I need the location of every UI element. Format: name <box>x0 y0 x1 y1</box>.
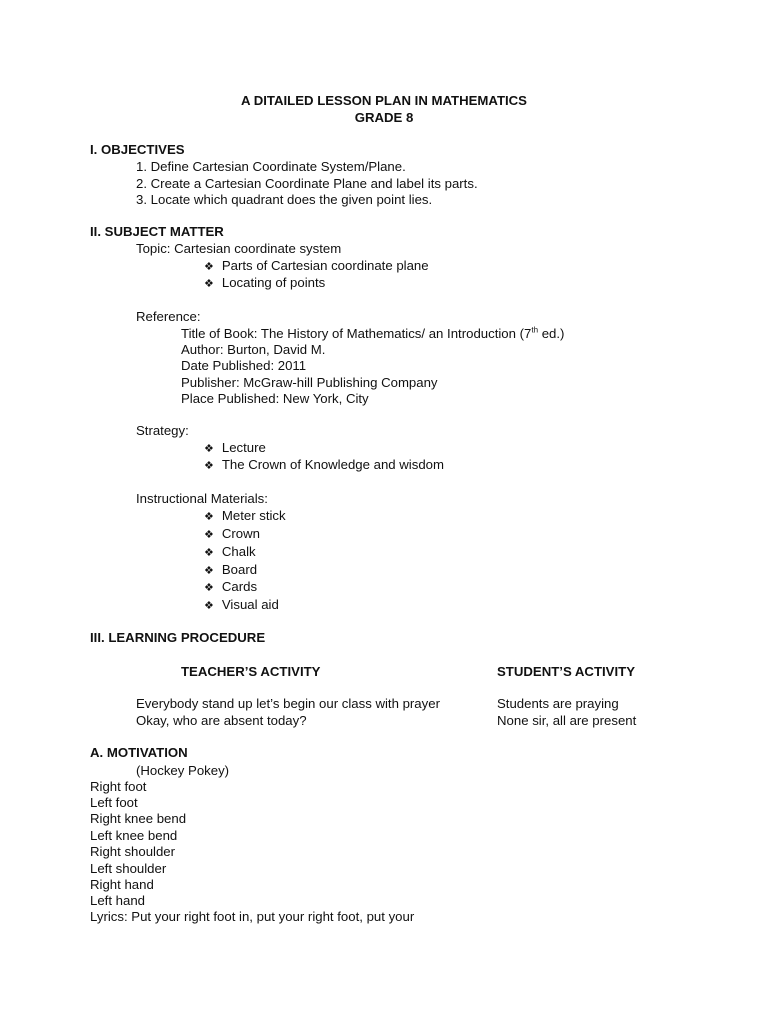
diamond-bullet-icon: ❖ <box>204 261 214 273</box>
reference-place: Place Published: New York, City <box>181 391 369 406</box>
diamond-bullet-icon: ❖ <box>204 565 214 577</box>
materials-bullet-item: ❖ Meter stick <box>204 508 286 523</box>
diamond-bullet-icon: ❖ <box>204 582 214 594</box>
diamond-bullet-icon: ❖ <box>204 460 214 472</box>
teacher-activity-header: TEACHER’S ACTIVITY <box>181 664 321 679</box>
reference-title: Title of Book: The History of Mathematics/ an Introduction (7th ed.) <box>181 325 565 341</box>
topic-bullet-item: ❖ Locating of points <box>204 275 326 290</box>
student-activity-line: Students are praying <box>497 696 619 711</box>
motivation-line: Right foot <box>90 779 147 794</box>
materials-bullet-item: ❖ Visual aid <box>204 597 279 612</box>
topic-bullet-item: ❖ Parts of Cartesian coordinate plane <box>204 258 429 273</box>
motivation-line: Left foot <box>90 795 138 810</box>
motivation-line: Right hand <box>90 877 154 892</box>
diamond-bullet-icon: ❖ <box>204 278 214 290</box>
materials-bullet-item: ❖ Cards <box>204 579 258 594</box>
teacher-activity-line: Okay, who are absent today? <box>136 713 307 728</box>
motivation-line: Left knee bend <box>90 828 178 843</box>
motivation-line: Right shoulder <box>90 844 176 859</box>
reference-date: Date Published: 2011 <box>181 358 307 373</box>
diamond-bullet-icon: ❖ <box>204 511 214 523</box>
diamond-bullet-icon: ❖ <box>204 443 214 455</box>
student-activity-line: None sir, all are present <box>497 713 637 728</box>
materials-bullet-item: ❖ Chalk <box>204 544 256 559</box>
materials-bullet-item: ❖ Crown <box>204 526 260 541</box>
reference-author: Author: Burton, David M. <box>181 342 326 357</box>
diamond-bullet-icon: ❖ <box>204 547 214 559</box>
lyrics-line: Lyrics: Put your right foot in, put your right foot, put your <box>90 909 415 924</box>
reference-label: Reference: <box>136 309 201 324</box>
strategy-bullet-item: ❖ Lecture <box>204 440 266 455</box>
diamond-bullet-icon: ❖ <box>204 529 214 541</box>
objectives-heading: I. OBJECTIVES <box>90 142 185 157</box>
materials-bullet-item: ❖ Board <box>204 562 258 577</box>
materials-label: Instructional Materials: <box>136 491 268 506</box>
song-title: (Hockey Pokey) <box>136 763 230 778</box>
document-subtitle: GRADE 8 <box>354 110 414 125</box>
motivation-line: Left shoulder <box>90 861 167 876</box>
diamond-bullet-icon: ❖ <box>204 600 214 612</box>
topic-line: Topic: Cartesian coordinate system <box>136 241 342 256</box>
motivation-line: Right knee bend <box>90 811 187 826</box>
strategy-label: Strategy: <box>136 423 189 438</box>
motivation-line: Left hand <box>90 893 145 908</box>
motivation-heading: A. MOTIVATION <box>90 745 188 760</box>
document-title: A DITAILED LESSON PLAN IN MATHEMATICS <box>241 93 527 108</box>
strategy-bullet-item: ❖ The Crown of Knowledge and wisdom <box>204 457 444 472</box>
reference-publisher: Publisher: McGraw-hill Publishing Company <box>181 375 438 390</box>
teacher-activity-line: Everybody stand up let’s begin our class with prayer <box>136 696 440 711</box>
objective-item: 2. Create a Cartesian Coordinate Plane and label its parts. <box>136 176 478 191</box>
objective-item: 1. Define Cartesian Coordinate System/Plane. <box>136 159 406 174</box>
procedure-heading: III. LEARNING PROCEDURE <box>90 630 266 645</box>
subject-matter-heading: II. SUBJECT MATTER <box>90 224 224 239</box>
student-activity-header: STUDENT’S ACTIVITY <box>497 664 635 679</box>
objective-item: 3. Locate which quadrant does the given point lies. <box>136 192 433 207</box>
